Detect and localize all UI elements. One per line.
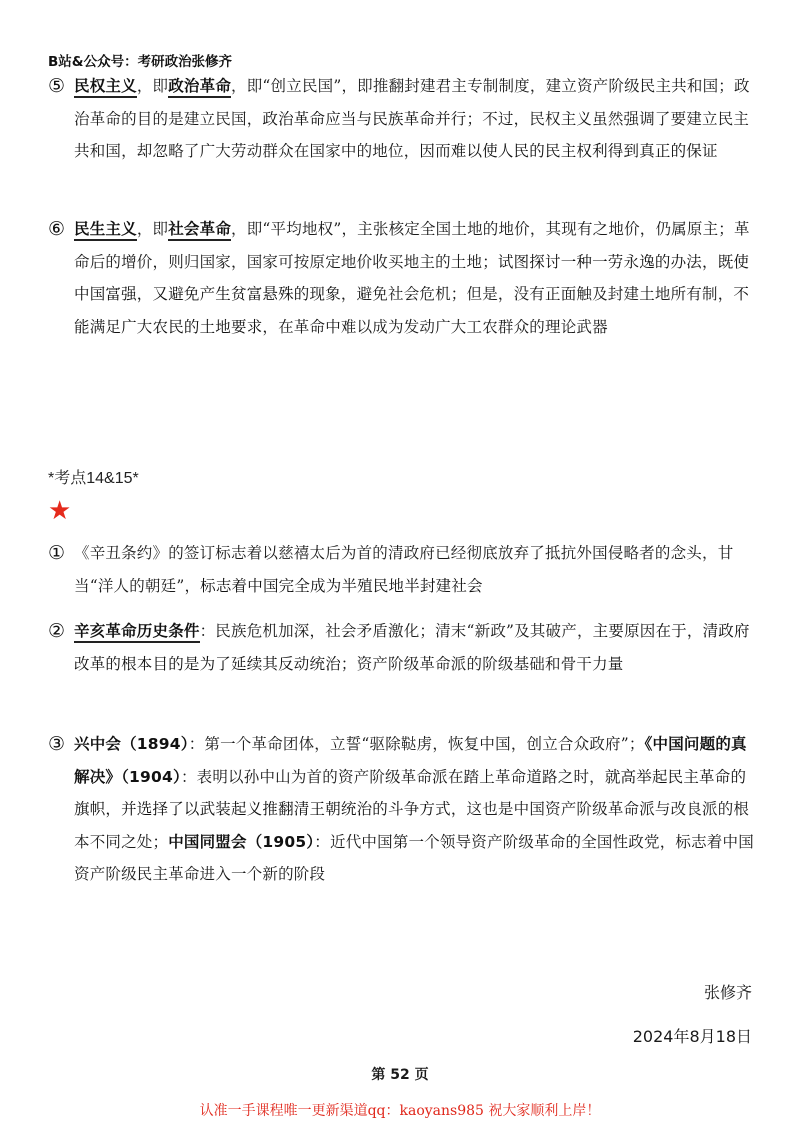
term-minquan: 民权主义: [74, 77, 137, 98]
term-china-problem-solution: 《中国问题的真解决》（1904）: [74, 735, 747, 786]
term-xinhai-conditions: 辛亥革命历史条件: [74, 622, 200, 643]
emphasis-text: 标志着中国完全成为半殖民地半封建社会: [200, 576, 483, 595]
text: ：第一个革命团体，立誓“驱除鞑虏，恢复中国，创立合众政府”；: [188, 735, 645, 753]
circled-number-3: ③: [48, 733, 66, 755]
item-minsheng: [48, 213, 760, 343]
text: ，即: [136, 220, 169, 238]
text: ：近代中国第一个领导资产阶级革命的全国性政党，标志着中国资产阶级民主革命进入一个新的阶段: [74, 832, 754, 883]
circled-number-1: ①: [48, 542, 66, 564]
text: ：表明以孙中山为首的资产阶级革命派在踏上革命道路之时，: [180, 767, 605, 786]
emphasis-text: 就高举起民主革命的旗帜，并选择了以武装起义推翻清王朝统治的斗争方式: [74, 767, 747, 818]
term-minsheng: 民生主义: [74, 220, 137, 241]
text: ：民族危机加深，社会矛盾激化；清末“新政”及其破产，: [199, 622, 593, 640]
text: ，这也是中国资产阶级革命派与改良派的根本不同之处；: [74, 800, 750, 851]
text: ；资产阶级革命派的阶级基础和骨干力量: [340, 654, 624, 673]
emphasis-text: 不能满足广大农民的土地要求: [74, 285, 750, 336]
footer-notice: 认准一手课程唯一更新渠道qq：kaoyans985 祝大家顺利上岸！: [199, 1103, 601, 1119]
emphasis-text: 主要原因在于，清政府改革的根本目的是为了延续其反动统治: [74, 622, 750, 673]
circled-number-6: ⑥: [48, 218, 66, 240]
text: ，避免社会危机；但是，没有正面触及封建土地所有制，: [340, 285, 734, 303]
circled-number-5: ⑤: [48, 75, 66, 97]
point-revolutionary-organizations: [48, 728, 760, 891]
exam-point-tag: *考点14&15*: [48, 470, 139, 487]
text: ，即“平均地权”，主张核定全国土地的地价，其现有之地价，仍属原主；革命后的增价，则归国家，国家可按原定地价收买地主的土地；: [74, 220, 750, 271]
emphasis-text: 政治革命应当与民族革命并行: [262, 109, 467, 128]
point-xinchou-treaty: [48, 537, 760, 602]
term-tongmenghui: 中国同盟会（1905）: [168, 832, 315, 851]
term-xingzhonghui: 兴中会（1894）: [74, 735, 189, 753]
text: ；不过，民权主义虽然强调了要建立民主共和国，却忽略了广大劳动群众在国家中的地位，: [74, 109, 750, 160]
text: 《辛丑条约》的签订标志着以慈禧太后为首的清政府已经彻底放弃了抵抗外国侵略者的念头，甘当“洋人的朝廷”，: [74, 544, 734, 595]
text: ，即“创立民国”，即推翻封建君主专制制度，建立资产阶级民主共和国；政治革命的目的是建立民国，: [74, 77, 750, 128]
term-social-revolution: 社会革命: [168, 220, 231, 241]
emphasis-text: 因而难以使人民的民主权利得到真正的保证: [419, 142, 718, 160]
page-number: 第 52 页: [371, 1067, 429, 1083]
author-signature: 张修齐: [703, 983, 752, 1002]
point-xinhai-conditions: [48, 615, 760, 680]
star-icon: ★: [48, 496, 72, 526]
emphasis-text: 试图探讨一种一劳永逸的办法，既使中国富强，又避免产生贫富悬殊的现象: [74, 252, 750, 303]
circled-number-2: ②: [48, 620, 66, 642]
document-date: 2024年8月18日: [632, 1027, 752, 1046]
text: ，在革命中难以成为发动广大工农群众的理论武器: [262, 317, 608, 336]
header-source: B站&公众号：考研政治张修齐: [48, 54, 233, 70]
item-minquan: [48, 70, 760, 168]
text: ，即: [136, 77, 169, 95]
term-political-revolution: 政治革命: [168, 77, 231, 98]
